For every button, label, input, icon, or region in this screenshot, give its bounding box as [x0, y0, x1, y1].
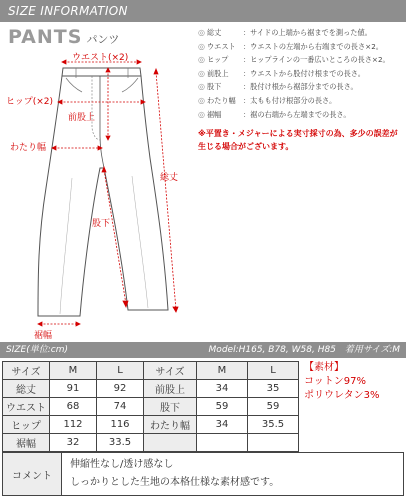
definition-item: ◎ 総丈 ：サイドの上端から裾までを測った値。 [198, 26, 404, 40]
material-title: 【素材】 [304, 362, 344, 373]
label-thigh: わたり幅 [10, 143, 47, 153]
label-inseam: 股下 [92, 219, 111, 229]
section-title-jp: パンツ [86, 33, 120, 46]
bullet-icon: ◎ [198, 95, 205, 105]
table-row: サイズ M L サイズ M L [3, 362, 299, 380]
definition-item: ◎ ヒップ ：ヒップラインの一番広いところの長さ×2。 [198, 53, 404, 67]
model-info: Model:H165, B78, W58, H85 着用サイズ:M [208, 345, 400, 355]
definition-item: ◎ ウエスト ：ウエストの左端から右端までの長さ×2。 [198, 40, 404, 54]
size-table [2, 361, 299, 452]
measurement-definitions [198, 26, 404, 153]
label-rise: 前股上 [68, 113, 96, 123]
table-row: ヒップ 112 116 わたり幅 34 35.5 [3, 416, 299, 434]
section-title-en: PANTS [8, 26, 83, 48]
bullet-icon: ◎ [198, 68, 205, 78]
comment-box [2, 452, 404, 496]
definition-item: ◎ わたり幅 ：太もも付け根部分の長さ。 [198, 94, 404, 108]
definition-item: ◎ 前股上 ：ウエストから股付け根までの長さ。 [198, 67, 404, 81]
pants-illustration [0, 48, 196, 338]
comment-text: 伸縮性なし/透け感なし しっかりとした生地の本格仕様な素材感です。 [70, 459, 280, 488]
definition-item: ◎ 股下 ：股付け根から裾部分までの長さ。 [198, 80, 404, 94]
pants-diagram [0, 48, 196, 341]
size-information-header: SIZE INFORMATION [0, 0, 406, 22]
bullet-icon: ◎ [198, 109, 205, 119]
table-row: 裾幅 32 33.5 [3, 434, 299, 452]
label-hem: 裾幅 [34, 331, 53, 341]
table-row: 総丈 91 92 前股上 34 35 [3, 380, 299, 398]
material-info [304, 361, 404, 403]
size-bar [0, 342, 406, 358]
bullet-icon: ◎ [198, 82, 205, 92]
bullet-icon: ◎ [198, 41, 205, 51]
material-line: ポリウレタン3% [304, 390, 380, 401]
label-length: 総丈 [160, 173, 179, 183]
size-unit-label: SIZE(単位:cm) [6, 345, 68, 355]
bullet-icon: ◎ [198, 55, 205, 65]
bullet-icon: ◎ [198, 28, 205, 37]
label-waist: ウエスト(×2) [72, 53, 129, 63]
measurement-note: ※平置き・メジャーによる実寸採寸の為、多少の誤差が生じる場合がございます。 [198, 129, 398, 152]
definition-item: ◎ 裾幅 ：裾の右端から左端までの長さ。 [198, 108, 404, 122]
section-title [8, 26, 119, 48]
table-row: ウエスト 68 74 股下 59 59 [3, 398, 299, 416]
label-hip: ヒップ(×2) [6, 97, 54, 107]
material-line: コットン97% [304, 376, 367, 387]
comment-label: コメント [3, 453, 62, 495]
